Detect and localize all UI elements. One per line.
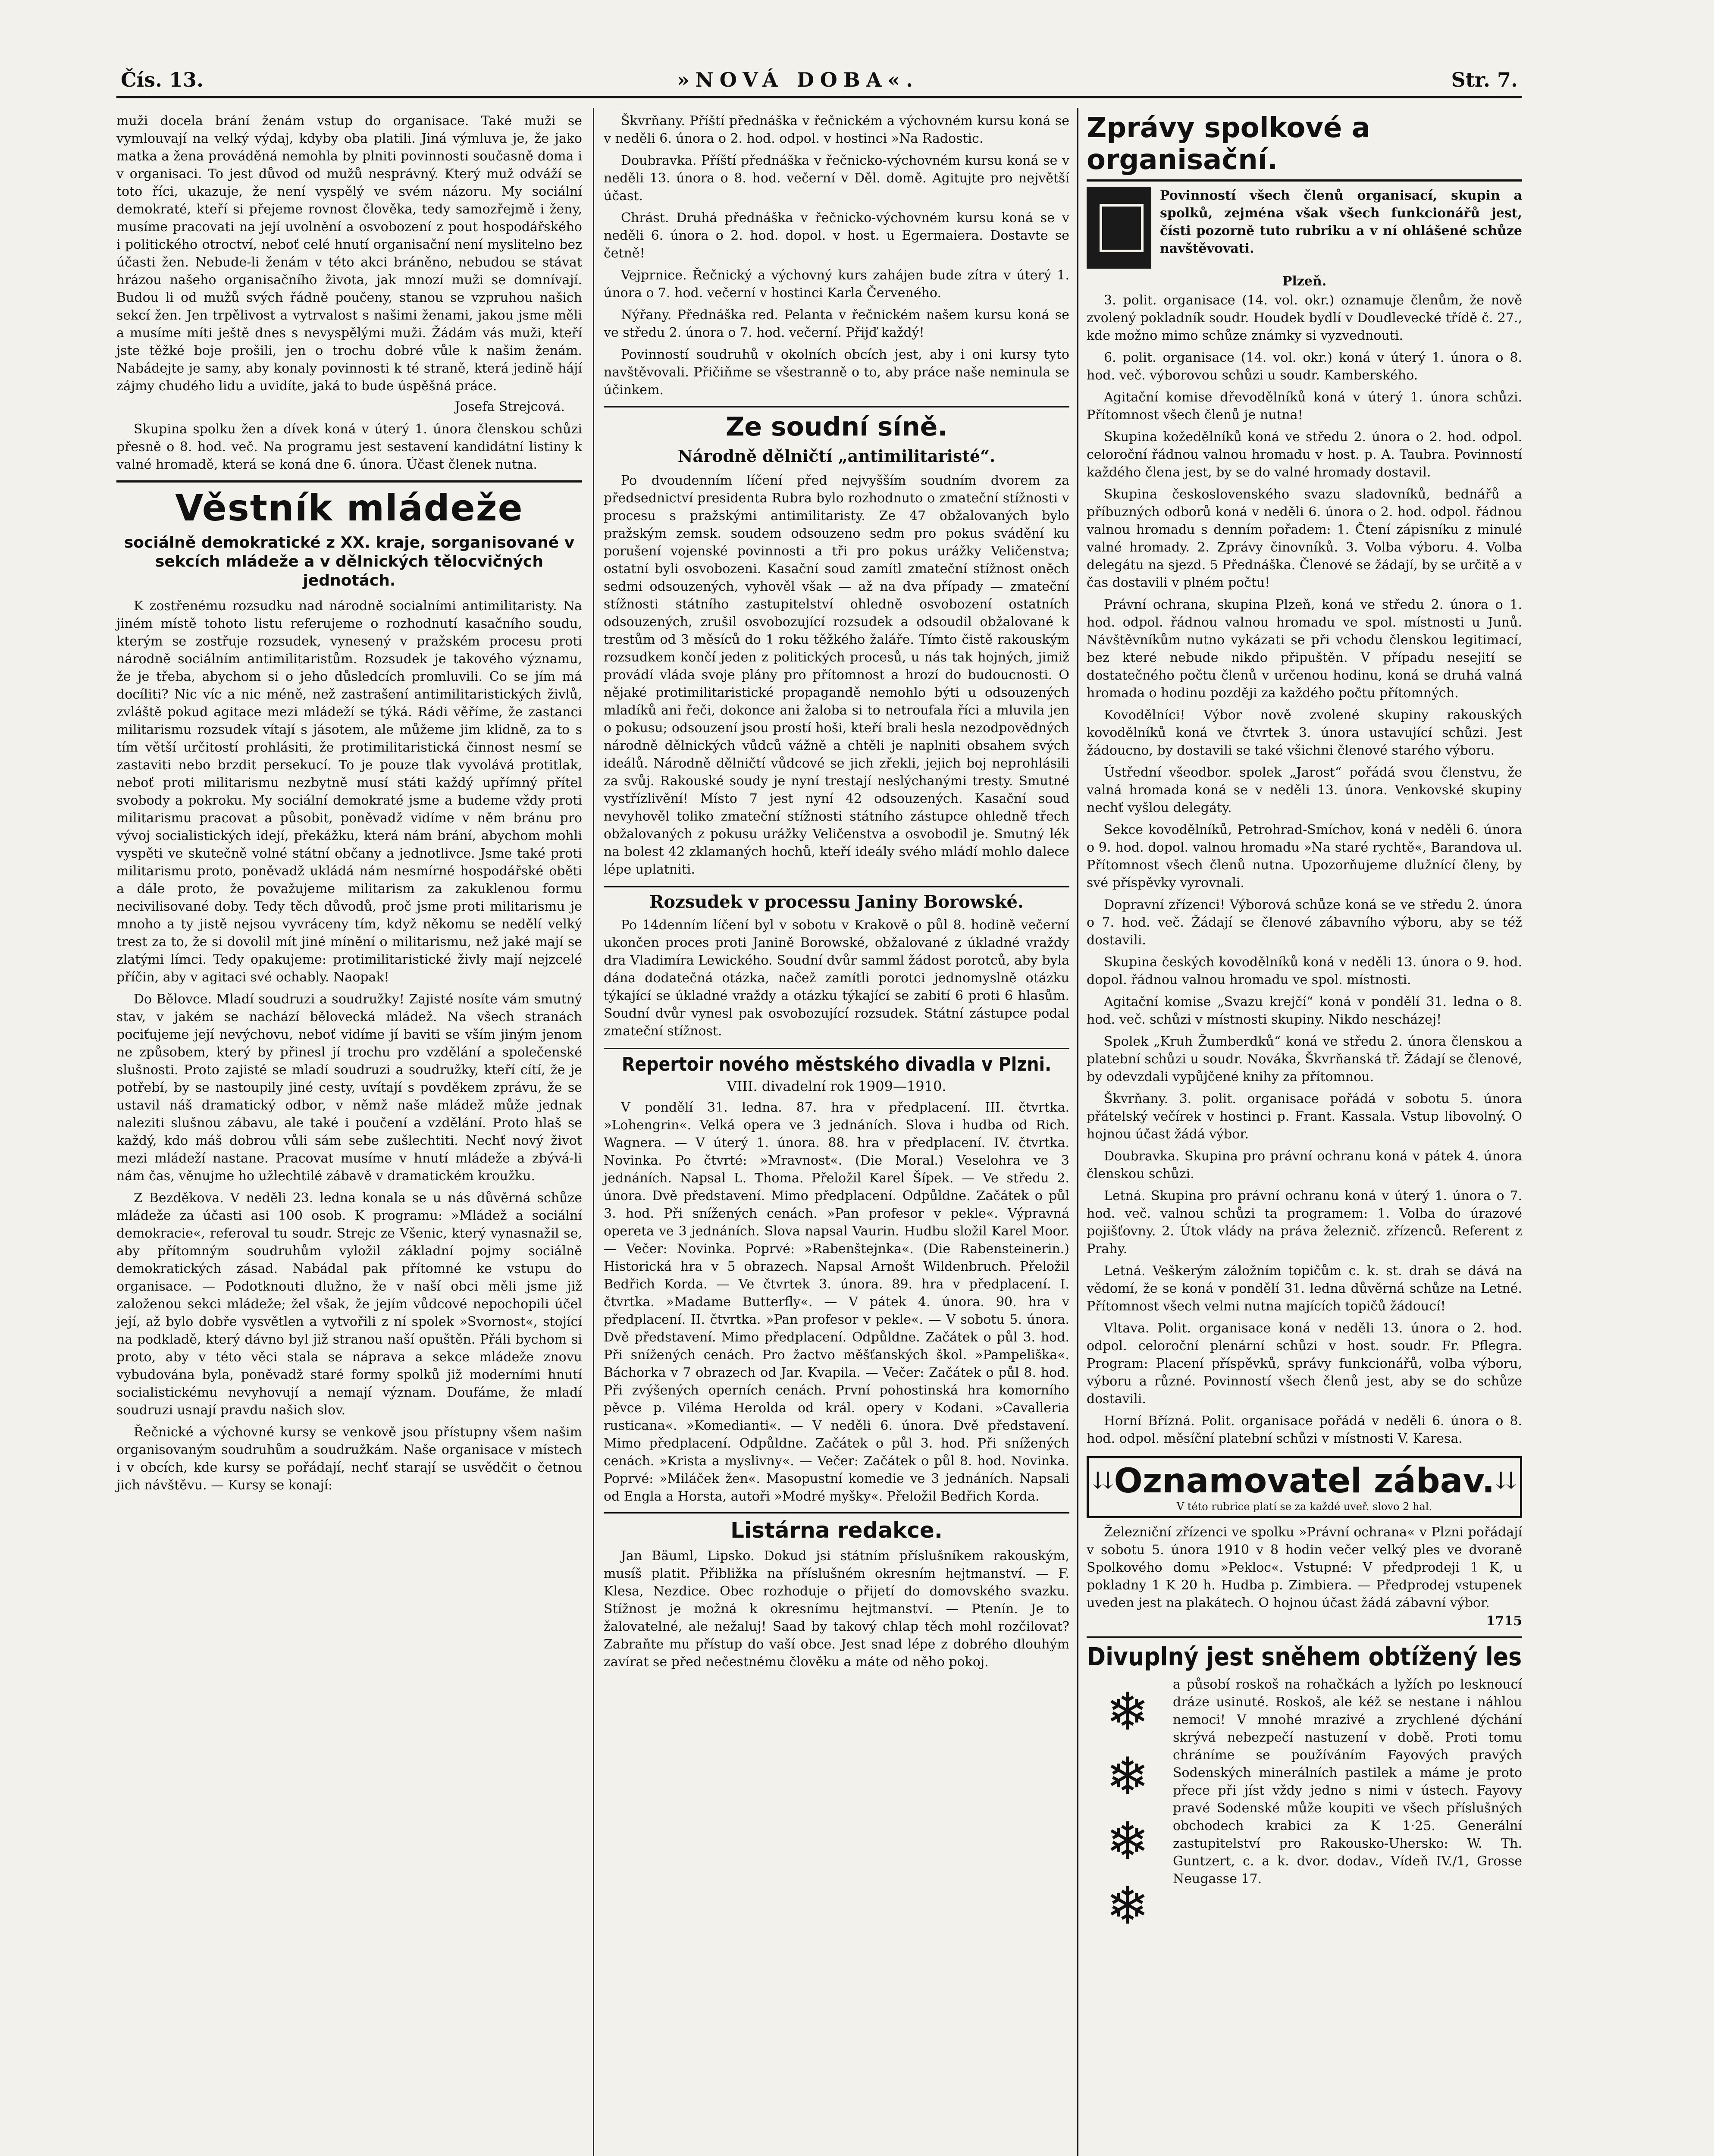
column-2 xyxy=(604,112,1069,1675)
column-divider xyxy=(1077,108,1078,2156)
snowflake-icon: ❄ xyxy=(1106,1876,1150,1936)
header-rule xyxy=(116,96,1522,98)
newspaper-title: »NOVÁ DOBA«. xyxy=(677,68,919,91)
article-paragraph: Právní ochrana, skupina Plzeň, koná ve středu 2. února o 1. hod. odpol. řádnou valnou hromadu ve spol. místnosti u Junů. Návštěvníkům nutno vykázati se při vchodu členskou legitimací, bez které nebude nikdo připuštěn. V případu nesejití se dostatečného počtu členů v určenou hodinu, koná se druhá valná hromada o hodinu později za každého počtu přítomných. xyxy=(1087,597,1522,701)
section-heading: Zprávy spolkové a organisační. xyxy=(1087,112,1522,182)
article-paragraph: muži docela brání ženám vstup do organisace. Také muži se vymlouvají na velký výdaj, kdyby oba platili. Jiná výmluva je, že jako matka a žena prováděná nemohla by plniti povinnosti současně doma i v organisaci. To jest důvod od mužů nesprávný. Který muž odváží se toto říci, ukazuje, že není vyspělý ve svém názoru. My sociální demokraté, kteří si přejeme rovnost člověka, tedy samozřejmě i ženy, musíme pracovati na její uvolnění a osvobození z pout hospodářského i politického otroctví, neboť celé hnutí organisační není myslitelno bez účasti žen. Nebude-li ženám v této akci bráněno, nebudou se stávat hrázou našeho organisačního života, jak mnozí muži se domnívají. Budou li od mužů svých řádně poučeny, stanou se vzpruhou našich sekcí žen. Jen trpělivost a vytrvalost s našimi ženami, jakou jsme měli a musíme míti ještě dnes s nevyspělými muži. Žádám vás muži, kteří jste těžké boje prošili, jen o trochu dobré vůle k našim ženám. Nabádejte je samy, aby konaly povinnosti k té straně, která jedině hájí zájmy chudého lidu a uvidíte, jaká to bude úspěšná práce. xyxy=(116,113,582,394)
article-paragraph: Skupina českých kovodělníků koná v neděli 13. února o 9. hod. dopol. řádnou valnou hromadu ve spol. místnosti. xyxy=(1087,955,1522,987)
page-header xyxy=(116,65,1522,99)
article-paragraph: Škvrňany. Příští přednáška v řečnickém a výchovném kursu koná se v neděli 6. února o 2. hod. odpol. v hostinci »Na Radostic. xyxy=(604,113,1069,146)
ad-code: 1715 xyxy=(1486,1614,1522,1629)
column-3 xyxy=(1087,112,1522,1936)
article-paragraph: Horní Břízná. Polit. organisace pořádá v neděli 6. února o 8. hod. odpol. měsíční platební schůzi v místnosti V. Karesa. xyxy=(1087,1413,1522,1446)
section-heading: Listárna redakce. xyxy=(604,1512,1069,1543)
article-paragraph: Po dvoudenním líčení před nejvyšším soudním dvorem za předsednictví presidenta Rubra bylo rozhodnuto o zmateční stížnosti v procesu s pražskými antimilitaristy. Ze 47 obžalovaných bylo pražským zemsk. soudem odsouzeno sedm pro pokus svádění ku porušení vojenské povinnosti a tři pro pokus urážky Veličenstva; ostatní byli osvobozeni. Kasační soud zamítl zmateční stížnost oněch sedmi odsouzených, vyhověl však — až na dva případy — zmateční stížnosti státního zastupitelství ohledně osvobození ostatních odsouzených, zrušil osvobozující rozsudek a odsoudil obžalované k trestům od 3 měsíců do 1 roku těžkého žaláře. Tímto čistě rakouským rozsudkem končí jeden z politických procesů, u nás tak hojných, jimiž provádí vláda svoje plány pro přítomnost a hrozí do budoucnosti. O nějaké protimilitaristické propagandě nemohlo býti u odsouzených mladíků ani řeči, dokonce ani žaloba si to netroufala říci a mluvila jen o pokusu; odsouzení jsou prostí hoši, kteří brali hesla nezodpovědných národně dělnických vůdců vážně a chtěli je naplniti obsahem svých ideálů. Národně dělničtí vůdcové se jich zřekli, jejich boj neprohlásili za svůj. Rakouské soudy je nyní trestají neslýchanými tresty. Smutné vystřízlivění! Místo 7 jest nyní 42 odsouzených. Kasační soud nevyhověl toliko zmateční stížnosti státního zástupce ohledně třech obžalovaných z pokusu urážky Veličenstva a osvobodil je. Smutný lék na bolest 42 zklamaných hochů, kteří ideály svého mládí mohlo dalece lépe uplatniti. xyxy=(604,473,1069,877)
section-subheading: sociálně demokratické z XX. kraje, sorganisované v sekcích mládeže a v dělnických tělocvičných jednotách. xyxy=(124,534,575,589)
oznamovatel-title: Oznamovatel zábav. xyxy=(1114,1462,1495,1501)
article-paragraph: V pondělí 31. ledna. 87. hra v předplacení. III. čtvrtka. »Lohengrin«. Velká opera ve 3 jednáních. Slova i hudba od Rich. Wagnera. — V úterý 1. února. 88. hra v předplacení. IV. čtvrtka. Novinka. Po čtvrté: »Mravnost«. (Die Moral.) Veselohra ve 3 jednáních. Napsal L. Thoma. Přeložil Karel Šípek. — Ve středu 2. února. Dvě představení. Mimo předplacení. Odpůldne. Začátek o půl 3. hod. Při snížených cenách. »Pan profesor v pekle«. Výpravná opereta ve 3 jednáních. Slova napsal Vaurin. Hudbu složil Karel Moor. — Večer: Novinka. Poprvé: »Rabenštejnka«. (Die Rabensteinerin.) Historická hra v 5 obrazech. Napsal Arnošt Wildenbruch. Přeložil Bedřich Korda. — Ve čtvrtek 3. února. 89. hra v předplacení. I. čtvrtka. »Madame Butterfly«. — V pátek 4. února. 90. hra v předplacení. II. čtvrtka. »Pan profesor v pekle«. — V sobotu 5. února. Dvě představení. Mimo předplacení. Odpůldne. Začátek o půl 3. hod. Při snížených cenách. Pro žactvo měšťanských škol. »Pampeliška«. Báchorka v 7 obrazech od Jar. Kvapila. — Večer: Začátek o půl 8. hod. Při zvýšených operních cenách. První pohostinská hra komorního pěvce p. Viléma Herolda od král. opery v Kodani. »Cavalleria rusticana«. »Komedianti«. — V neděli 6. února. Dvě představení. Mimo předplacení. Odpůldne. Začátek o půl 3. hod. Při snížených cenách. »Krista a myslivny«. — Večer: Začátek o půl 8. hod. Novinka. Poprvé: »Miláček žen«. Masopustní komedie ve 3 jednáních. Napsali od Engla a Horsta, autoři »Modré myšky«. Přeložil Bedřich Korda. xyxy=(604,1100,1069,1504)
article-paragraph: K zostřenému rozsudku nad národně socialními antimilitaristy. Na jiném místě tohoto listu referujeme o rozhodnutí kasačního soudu, kterým se zostřuje rozsudek, vynesený v pražském procesu proti národně sociálním antimilitaristům. Rozsudek je takového významu, že je třeba, abychom si o jeho důsledcích promluvili. Co se jím má docíliti? Nic víc a nic méně, než zastrašení antimilitaristických živlů, zvláště pokud agitace mezi mládeží se týká. Rádi věříme, že zastanci militarismu rozsudek vítají s jásotem, ale můžeme jim klidně, za to s tím větší určitostí prohlásiti, že protimilitaristická činnost nesmí se zastaviti nebo brzdit persekucí. To je pouze tlak vyvolává protitlak, neboť proti militarismu nezbytně musí státi každý upřímný přítel svobody a pokroku. My sociální demokraté jsme a budeme vždy proti militarismu pracovat a působit, poněvadž vidíme v něm bránu pro vývoj socialistických idejí, překážku, která nám brání, abychom mohli vyspěti ve skutečně volné státní občany a jednotlivce. Jsme také proti militarismu proto, poněvadž ukládá nám nesmírné hospodářské oběti a dále proto, že považujeme militarism za zakuklenou formu necivilisované doby. Tedy těch důvodů, proč jsme proti militarismu je mnoho a ty jistě nejsou vyvráceny tím, když někomu se nedělí velký trest za to, že si dovolil mít jiné mínění o militarismu, než jaké mají se zlatými límci. Tedy opakujeme: protimilitaristické živly mají nejzcelé příčin, aby v agitaci své ochably. Naopak! xyxy=(116,599,582,985)
arrow-down-icon: ⇊ xyxy=(1093,1467,1113,1494)
article-paragraph: Skupina spolku žen a dívek koná v úterý 1. února členskou schůzi přesně o 8. hod. več. Na programu jest sestavení kandidátní listiny k valné hromadě, která se koná dne 6. února. Účast členek nutna. xyxy=(116,422,582,472)
article-heading: Národně dělničtí „antimilitaristé“. xyxy=(677,446,996,466)
newspaper-page xyxy=(116,65,1522,2156)
article-paragraph: Letná. Skupina pro právní ochranu koná v úterý 1. února o 7. hod. več. valnou schůzi ta programem: 1. Volba do úrazové pojišťovny. 2. Útok vlády na práva železnič. zřízenců. Referent z Prahy. xyxy=(1087,1188,1522,1257)
article-paragraph: Řečnické a výchovné kursy se venkově jsou přístupny všem našim organisovaným soudruhům a soudružkám. Naše organisace v místech i v obcích, kde kursy se pořádají, nechť starají se usvědčit o četnou jich návštěvu. — Kursy se konají: xyxy=(116,1425,582,1493)
article-paragraph: Doubravka. Skupina pro právní ochranu koná v pátek 4. února členskou schůzi. xyxy=(1087,1149,1522,1181)
article-paragraph: Skupina kožedělníků koná ve středu 2. února o 2. hod. odpol. celoroční řádnou valnou hromadu v host. p. A. Taubra. Povinností každého člena jest, by se do valné hromady dostavil. xyxy=(1087,429,1522,480)
page-number: Str. 7. xyxy=(1451,68,1518,91)
article-paragraph: Z Bezděkova. V neděli 23. ledna konala se u nás důvěrná schůze mládeže za účasti asi 100 osob. K programu: »Mládež a sociální demokracie«, referoval tu soudr. Strejc ze Všenic, který vynasnažil se, aby přítomným soudruhům vyložil základní pojmy sociálně demokratických zásad. Nabádal pak přítomné ke vstupu do organisace. — Podotknouti dlužno, že v naší obci měli jsme již založenou sekci mládeže; žel však, že jejím vůdcové nepochopili účel její, až bylo dobře vysvětlen a vytvořili z ní spolek »Svornost«, stojící na podkladě, který dávno byl již stranou naší opuštěn. Přáli bychom si proto, aby v této věci stala se náprava a sekce mládeže znovu vybudována byla, poněvadž staré formy spolků již moderními hnutí socialistickému nevyhovují a nemají význam. Doufáme, že mladí soudruzi usnají pravdu našich slov. xyxy=(116,1191,582,1418)
article-paragraph: Škvrňany. 3. polit. organisace pořádá v sobotu 5. února přátelský večírek v hostinci p. Frant. Kassala. Vstup libovolný. O hojnou účast žádá výbor. xyxy=(1087,1091,1522,1142)
article-paragraph: Nýřany. Přednáška red. Pelanta v řečnickém našem kursu koná se ve středu 2. února o 7. hod. večerní. Přijď každý! xyxy=(604,307,1069,340)
section-heading: Věstník mládeže xyxy=(116,480,582,529)
arrow-down-icon: ⇊ xyxy=(1496,1467,1516,1494)
article-paragraph: Chrást. Druhá přednáška v řečnicko-výchovném kursu koná se v neděli 6. února o 2. hod. dopol. v host. u Egermaiera. Dostavte se četně! xyxy=(604,210,1069,261)
section-heading: Repertoir nového městského divadla v Plzni. xyxy=(604,1048,1069,1075)
advertisement-heading: Divuplný jest sněhem obtížený les xyxy=(1087,1636,1522,1671)
advertisement-text: a působí roskoš na rohačkách a lyžích po lesknoucí dráze usinuté. Roskoš, ale kéž se nestane i náhlou nemoci! V mnohé mrazivé a zrychlené dýchání skrývá nebezpečí nastuzení v době. Proti tomu chráníme se používáním Fayových pravých Sodenských minerálních pastilek a máme je proto přece při jíst vždy jedno s nimi v ústech. Fayovy pravé Sodenské může koupiti ve všech příslušných obchodech krabici za K 1·25. Generální zastupitelství pro Rakousko-Uhersko: W. Th. Guntzert, c. a k. dvor. dodav., Vídeň IV./1, Grosse Neugasse 17. xyxy=(1173,1677,1522,1887)
article-paragraph: Spolek „Kruh Žumberdků“ koná ve středu 2. února členskou a platební schůzi u soudr. Nováka, Škvrňanská tř. Žádají se členové, by odevzdali vypůjčené knihy za přítomnou. xyxy=(1087,1034,1522,1084)
article-paragraph: Po 14denním líčení byl v sobotu v Krakově o půl 8. hodině večerní ukončen proces proti Janině Borowské, obžalované z úkladné vraždy dra Vladimíra Lewického. Soudní dvůr samml žádost porotců, aby byla dána dodatečná otázka, načež zamítli porotci jednomyslně otázku týkající se úkladné vraždy a otázku týkající se zabití 6 proti 6 hlasům. Soudní dvůr vynesl pak osvobozující rozsudek. Státní zástupce podal zmateční stížnost. xyxy=(604,918,1069,1039)
oznamovatel-subtitle: V této rubrice platí se za každé uveř. slovo 2 hal. xyxy=(1176,1501,1432,1513)
article-paragraph: Ústřední všeodbor. spolek „Jarost“ pořádá svou členstvu, že valná hromada koná se v neděli 13. února. Venkovské skupiny nechť vyšlou delegáty. xyxy=(1087,765,1522,815)
article-paragraph: 6. polit. organisace (14. vol. okr.) koná v úterý 1. února o 8. hod. več. výborovou schůzi u soudr. Kamberského. xyxy=(1087,350,1522,383)
article-paragraph: Jan Bäuml, Lipsko. Dokud jsi státním příslušníkem rakouským, musíš platit. Přibližka na příslušném okresním hejtmanství. — F. Klesa, Nezdice. Obec rozhoduje o přijetí do domovského svazku. Stížnost je možná k okresnímu hejtmanství. — Ptenín. Je to žalovatelné, ale nežaluj! Saad by takový chlap těch mohl rozčilovat? Zabraňte mu přístup do vaší obce. Jest snad lépe z dobrého dlouhým zavírat se před nečestnému člověku a máte od něho pokoj. xyxy=(604,1548,1069,1670)
advertisement xyxy=(1087,1676,1522,1936)
article-paragraph: 3. polit. organisace (14. vol. okr.) oznamuje členům, že nově zvolený pokladník soudr. Houdek bydlí v Doudlevecké třídě č. 27., kde možno mimo schůze známky si vyzvednouti. xyxy=(1087,293,1522,343)
article-paragraph: Vejprnice. Řečnický a výchovný kurs zahájen bude zítra v úterý 1. února o 7. hod. večerní v hostinci Karla Červeného. xyxy=(604,268,1069,301)
snowflake-column xyxy=(1091,1680,1164,1939)
notice-text: Povinností všech členů organisací, skupin a spolků, zejména však všech funkcionářů jest, čísti pozorně tuto rubriku a v ní ohlášené schůze navštěvovati. xyxy=(1160,188,1522,256)
column-1 xyxy=(116,112,582,1498)
article-paragraph: Dopravní zřízenci! Výborová schůze koná se ve středu 2. února o 7. hod. več. Žádají se členové zábavního výboru, aby se též dostavili. xyxy=(1087,897,1522,948)
article-paragraph: Povinností soudruhů v okolních obcích jest, aby i oni kursy tyto navštěvovali. Přičiňme se všestranně o to, aby práce naše neminula se účinkem. xyxy=(604,347,1069,398)
article-paragraph: Letná. Veškerým záložním topičům c. k. st. drah se dává na vědomí, že se koná v pondělí 31. ledna důvěrná schůze na Letné. Přítomnost všech velmi nutna majících topičů žádoucí! xyxy=(1087,1263,1522,1314)
section-subheading: VIII. divadelní rok 1909—1910. xyxy=(727,1078,946,1094)
article-paragraph: Sekce kovodělníků, Petrohrad-Smíchov, koná v neděli 6. února o 9. hod. dopol. valnou hromadu »Na staré rychtě«, Barandova ul. Přítomnost všech členů nutna. Upozorňujeme dlužnící členy, by své příspěvky vyrovnali. xyxy=(1087,822,1522,890)
article-paragraph: Do Bělovce. Mladí soudruzi a soudružky! Zajisté nosíte vám smutný stav, v jakém se nachází bělovecká mládež. Na všech stranách pociťujeme její nevýchovu, neboť vidíme jí baviti se vším jiným jenom ne způsobem, který by přinesl jí trochu pro vzdělání a společenské slušnosti. Proto zajisté se mladí soudruzi a soudružky, kteří cítí, že je potřebí, by se nastoupily jiné cesty, uvítají s povděkem zprávu, že se ustavil náš dramatický odbor, v němž naše mládež může jednak naleziti slušnou zábavu, ale také i poučení a vzdělání. Proto hlaš se každý, kdo máš dobrou vůli sám sebe zušlechtiti. Nechť nový život mezi mládeží nastane. Pracovat musíme v hnutí mládeže a zbývá-li nám čas, věnujme ho užlechtilé zábavě v dramatickém kroužku. xyxy=(116,992,582,1184)
oznamovatel-box xyxy=(1087,1456,1522,1518)
article-signature: Josefa Strejcová. xyxy=(455,399,565,414)
article-paragraph: Doubravka. Příští přednáška v řečnicko-výchovném kursu koná se v neděli 13. února o 8. hod. večerní v Děl. domě. Agitujte pro největší účast. xyxy=(604,153,1069,204)
snowflake-icon: ❄ xyxy=(1106,1747,1150,1807)
city-heading: Plzeň. xyxy=(1282,274,1327,289)
article-paragraph: Vltava. Polit. organisace koná v neděli 13. února o 2. hod. odpol. celoroční plenární schůzi v host. soudr. Fr. Pflegra. Program: Placení příspěvků, správy funkcionářů, volba výboru, výboru a různé. Povinností všech členů jest, aby se do schůze dostavili. xyxy=(1087,1321,1522,1407)
article-heading: Rozsudek v processu Janiny Borowské. xyxy=(604,886,1069,912)
article-paragraph: Kovodělníci! Výbor nově zvolené skupiny rakouských kovodělníků koná ve čtvrtek 3. února ustavující schůzi. Jest žádoucno, by dostavili se také všichni členové starého výboru. xyxy=(1087,708,1522,758)
notice-box xyxy=(1087,187,1522,269)
notice-emblem-icon xyxy=(1087,187,1151,269)
article-paragraph: Agitační komise dřevodělníků koná v úterý 1. února schůzi. Přítomnost všech členů je nutna! xyxy=(1087,390,1522,423)
issue-number: Čís. 13. xyxy=(121,68,204,91)
article-paragraph: Agitační komise „Svazu krejčí“ koná v pondělí 31. ledna o 8. hod. več. schůzi v místnosti skupiny. Nikdo nescházej! xyxy=(1087,994,1522,1027)
section-heading: Ze soudní síně. xyxy=(604,406,1069,442)
article-paragraph: Skupina československého svazu sladovníků, bednářů a příbuzných odborů koná v neděli 6. února o 2. hod. odpol. řádnou valnou hromadu s denním pořadem: 1. Čtení zápisníku z minulé valné hromady. 2. Zprávy činovníků. 3. Volba výboru. 4. Volba delegátu na sjezd. 5 Přednáška. Členové se žádají, by se určitě a v čas dostavili v plném počtu! xyxy=(1087,487,1522,590)
column-divider xyxy=(593,108,594,2156)
article-paragraph: Železniční zřízenci ve spolku »Právní ochrana« v Plzni pořádají v sobotu 5. února 1910 v 8 hodin večer velký ples ve dvoraně Spolkového domu »Pekloc«. Vstupné: V předprodeji 1 K, u pokladny 1 K 20 h. Hudba p. Zimbiera. — Předprodej vstupenek uveden jest na plakátech. O hojnou účast žádá zábavní výbor. xyxy=(1087,1525,1522,1611)
snowflake-icon: ❄ xyxy=(1106,1811,1150,1871)
snowflake-icon: ❄ xyxy=(1106,1682,1150,1742)
